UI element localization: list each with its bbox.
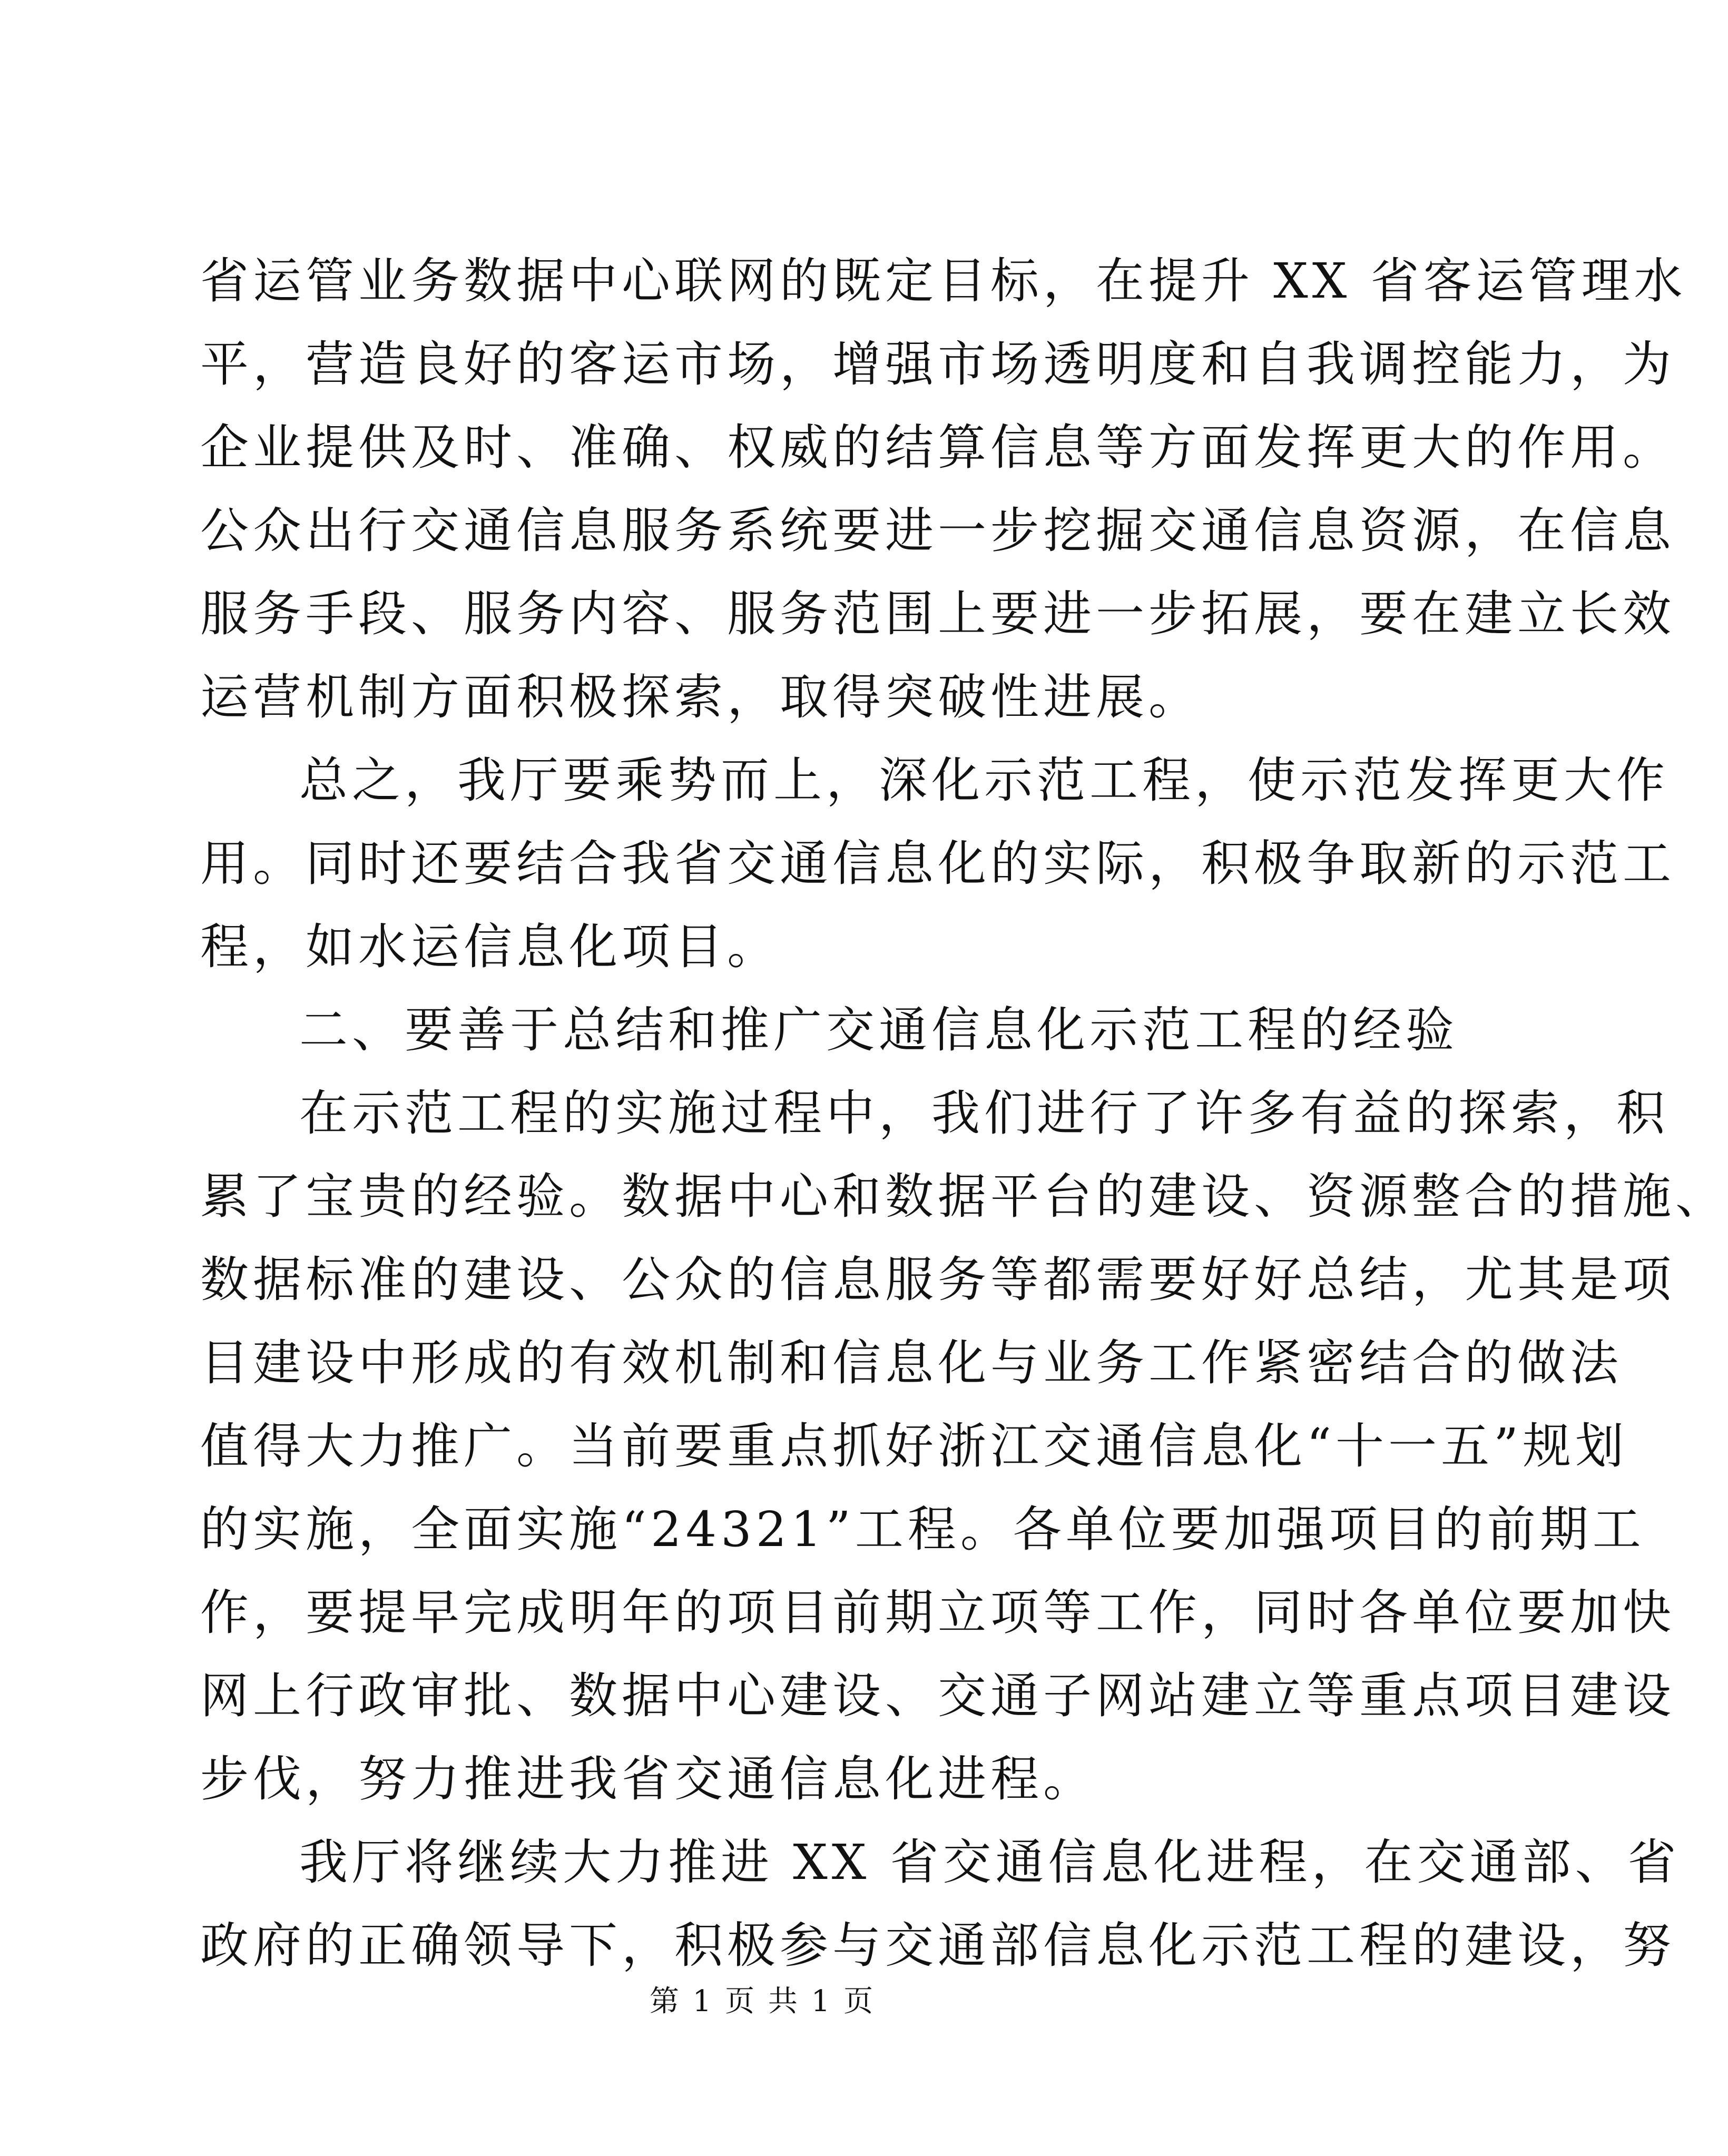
text-line: 运营机制方面积极探索，取得突破性进展。 xyxy=(200,669,1202,725)
text-line: 省运管业务数据中心联网的既定目标，在提升 XX 省客运管理水 xyxy=(200,253,1687,309)
text-line: 累了宝贵的经验。数据中心和数据平台的建设、资源整合的措施、 xyxy=(200,1168,1728,1225)
text-line: 企业提供及时、准确、权威的结算信息等方面发挥更大的作用。 xyxy=(200,419,1676,476)
text-line-paragraph-start: 在示范工程的实施过程中，我们进行了许多有益的探索，积 xyxy=(299,1085,1670,1141)
document-body xyxy=(200,240,1728,1987)
text-line-paragraph-start: 总之，我厅要乘势而上，深化示范工程，使示范发挥更大作 xyxy=(299,752,1670,809)
text-line-paragraph-start: 我厅将继续大力推进 XX 省交通信息化进程，在交通部、省 xyxy=(299,1834,1681,1891)
text-line: 目建设中形成的有效机制和信息化与业务工作紧密结合的做法 xyxy=(200,1335,1623,1391)
text-line: 网上行政审批、数据中心建设、交通子网站建立等重点项目建设 xyxy=(200,1668,1676,1724)
page-footer xyxy=(0,1981,1525,2023)
text-line: 服务手段、服务内容、服务范围上要进一步拓展，要在建立长效 xyxy=(200,586,1676,642)
text-line: 值得大力推广。当前要重点抓好浙江交通信息化“十一五”规划 xyxy=(200,1418,1628,1474)
text-line: 步伐，努力推进我省交通信息化进程。 xyxy=(200,1751,1096,1807)
section-heading: 二、要善于总结和推广交通信息化示范工程的经验 xyxy=(299,1002,1459,1058)
text-line: 作，要提早完成明年的项目前期立项等工作，同时各单位要加快 xyxy=(200,1584,1676,1641)
text-line: 平，营造良好的客运市场，增强市场透明度和自我调控能力，为 xyxy=(200,336,1676,392)
text-line: 数据标准的建设、公众的信息服务等都需要好好总结，尤其是项 xyxy=(200,1252,1676,1308)
text-line: 政府的正确领导下，积极参与交通部信息化示范工程的建设，努 xyxy=(200,1917,1676,1974)
text-line: 程，如水运信息化项目。 xyxy=(200,919,780,975)
text-line: 用。同时还要结合我省交通信息化的实际，积极争取新的示范工 xyxy=(200,835,1676,892)
text-line: 的实施，全面实施“24321”工程。各单位要加强项目的前期工 xyxy=(200,1501,1645,1558)
text-line: 公众出行交通信息服务系统要进一步挖掘交通信息资源，在信息 xyxy=(200,503,1676,559)
page-number-label: 第 1 页 共 1 页 xyxy=(649,1984,876,2019)
